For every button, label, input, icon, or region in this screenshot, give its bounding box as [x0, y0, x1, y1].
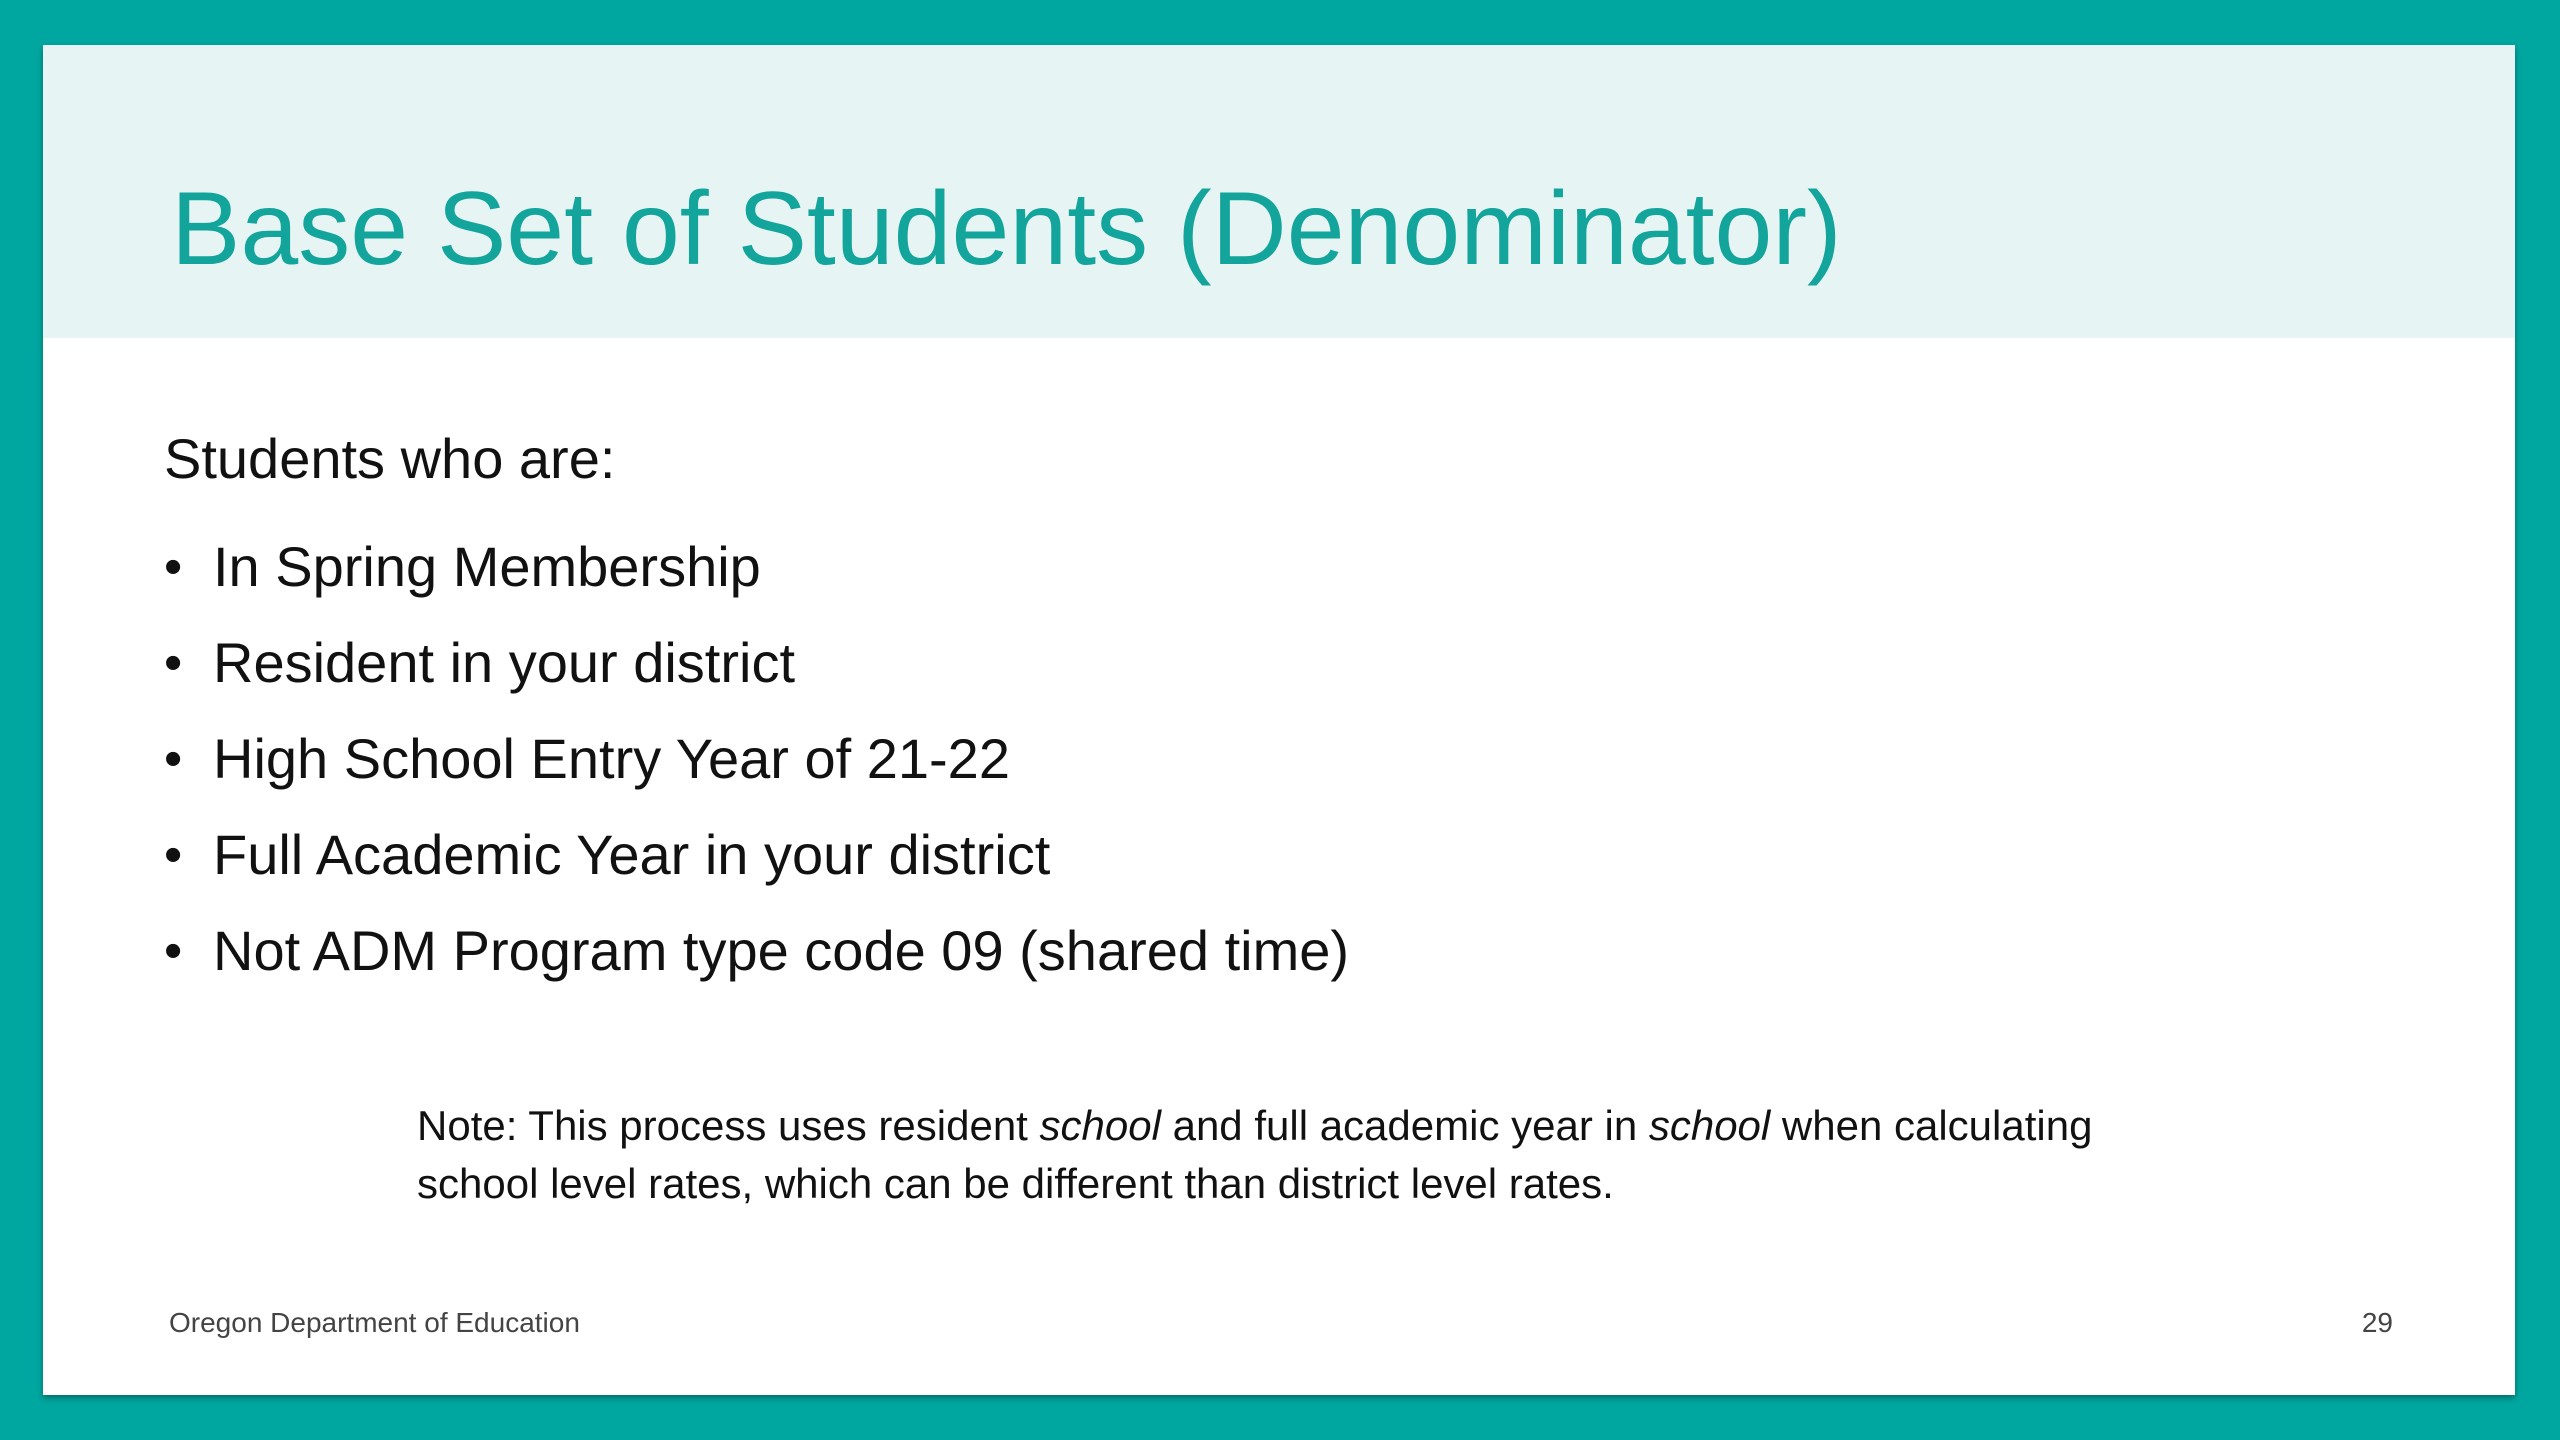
footer-organization: Oregon Department of Education [169, 1307, 580, 1338]
note-part: and full academic year in [1160, 1102, 1649, 1149]
list-item-text: Full Academic Year in your district [213, 823, 1051, 886]
list-item-text: High School Entry Year of 21-22 [213, 727, 1010, 790]
criteria-list [164, 519, 1349, 999]
title-band [43, 45, 2515, 338]
note-part: when calculating school level rates, which can be different than district level rates. [417, 1102, 2093, 1207]
slide-title: Base Set of Students (Denominator) [171, 171, 1842, 287]
bullet-icon: • [164, 730, 183, 788]
note-part: Note: This process uses resident [417, 1102, 1040, 1149]
list-item [164, 615, 1349, 711]
bullet-icon: • [164, 826, 183, 884]
slide [43, 45, 2515, 1395]
page-number: 29 [2361, 1307, 2393, 1338]
list-item [164, 807, 1349, 903]
list-item-text: Resident in your district [213, 631, 796, 694]
bullet-icon: • [164, 538, 183, 596]
list-item [164, 711, 1349, 807]
list-item-text: Not ADM Program type code 09 (shared time) [213, 919, 1350, 982]
list-item [164, 903, 1349, 999]
list-item-text: In Spring Membership [213, 535, 761, 598]
note-emphasis: school [1648, 1102, 1771, 1149]
note-emphasis: school [1039, 1102, 1161, 1149]
bullet-icon: • [164, 634, 183, 692]
intro-text: Students who are: [164, 427, 616, 490]
note-text [417, 1097, 2117, 1213]
bullet-icon: • [164, 922, 183, 980]
list-item [164, 519, 1349, 615]
